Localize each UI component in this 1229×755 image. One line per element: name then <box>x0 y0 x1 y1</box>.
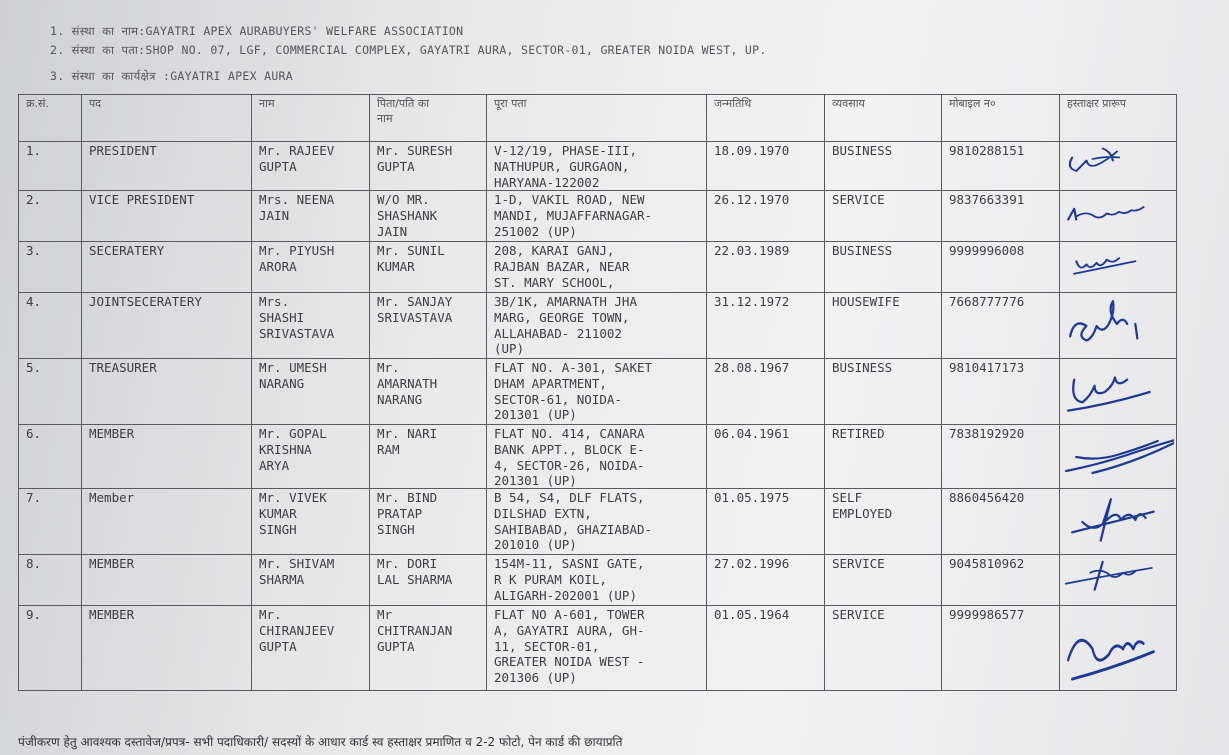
column-header: व्यवसाय <box>824 94 941 141</box>
signature-cell <box>1059 554 1177 605</box>
cell-father-husband: Mr. BIND PRATAP SINGH <box>369 488 486 554</box>
cell-occupation: RETIRED <box>824 424 941 488</box>
signature <box>1062 427 1174 487</box>
signature-cell <box>1059 488 1177 554</box>
column-header: जन्मतिथि <box>706 94 824 141</box>
cell-name: Mr. RAJEEV GUPTA <box>251 141 369 190</box>
cell-occupation: HOUSEWIFE <box>824 292 941 358</box>
signature <box>1062 244 1174 291</box>
cell-father-husband: Mr. SANJAY SRIVASTAVA <box>369 292 486 358</box>
cell-address: 1-D, VAKIL ROAD, NEW MANDI, MUJAFFARNAGAR- 251002 (UP) <box>486 190 706 241</box>
cell-father-husband: Mr CHITRANJAN GUPTA <box>369 605 486 691</box>
cell-dob: 22.03.1989 <box>706 241 824 292</box>
column-header: नाम <box>251 94 369 141</box>
cell-address: FLAT NO A-601, TOWER A, GAYATRI AURA, GH- 11, SECTOR-01, GREATER NOIDA WEST - 201306 (UP) <box>486 605 706 691</box>
cell-mobile: 9999996008 <box>941 241 1059 292</box>
footer-note: पंजीकरण हेतु आवश्यक दस्तावेज/प्रपत्र- सभी पदाधिकारी/ सदस्यों के आधार कार्ड स्व हस्ताक्षर प्रमाणित व 2-2 फोटो, पेन कार्ड की छायाप्रति <box>18 735 623 749</box>
cell-mobile: 9999986577 <box>941 605 1059 691</box>
cell-father-husband: Mr. SUNIL KUMAR <box>369 241 486 292</box>
signature-cell <box>1059 141 1177 190</box>
cell-occupation: SERVICE <box>824 190 941 241</box>
association-address-line: 2. संस्था का पता:SHOP NO. 07, LGF, COMMERCIAL COMPLEX, GAYATRI AURA, SECTOR-01, GREATER NOIDA WEST, UP. <box>50 43 767 57</box>
cell-name: Mr. GOPAL KRISHNA ARYA <box>251 424 369 488</box>
cell-occupation: BUSINESS <box>824 241 941 292</box>
cell-dob: 26.12.1970 <box>706 190 824 241</box>
cell-name: Mrs. NEENA JAIN <box>251 190 369 241</box>
cell-mobile: 9810288151 <box>941 141 1059 190</box>
cell-name: Mrs. SHASHI SRIVASTAVA <box>251 292 369 358</box>
cell-mobile: 9045810962 <box>941 554 1059 605</box>
column-header: पूरा पता <box>486 94 706 141</box>
signature-cell <box>1059 190 1177 241</box>
signature-cell <box>1059 358 1177 424</box>
cell-post: MEMBER <box>81 424 251 488</box>
signature-cell <box>1059 605 1177 691</box>
cell-name: Mr. PIYUSH ARORA <box>251 241 369 292</box>
signature <box>1062 557 1174 604</box>
cell-father-husband: Mr. AMARNATH NARANG <box>369 358 486 424</box>
cell-address: 154M-11, SASNI GATE, R K PURAM KOIL, ALIGARH-202001 (UP) <box>486 554 706 605</box>
cell-mobile: 7668777776 <box>941 292 1059 358</box>
cell-dob: 31.12.1972 <box>706 292 824 358</box>
cell-post: TREASURER <box>81 358 251 424</box>
cell-serial: 5. <box>18 358 81 424</box>
cell-occupation: BUSINESS <box>824 141 941 190</box>
cell-father-husband: Mr. NARI RAM <box>369 424 486 488</box>
signature <box>1062 295 1174 357</box>
office-bearers-table <box>18 94 1177 691</box>
cell-mobile: 9810417173 <box>941 358 1059 424</box>
cell-dob: 27.02.1996 <box>706 554 824 605</box>
cell-address: V-12/19, PHASE-III, NATHUPUR, GURGAON, HARYANA-122002 <box>486 141 706 190</box>
cell-serial: 9. <box>18 605 81 691</box>
cell-mobile: 7838192920 <box>941 424 1059 488</box>
signature <box>1062 144 1174 189</box>
cell-occupation: SERVICE <box>824 554 941 605</box>
signature <box>1062 608 1174 690</box>
cell-name: Mr. SHIVAM SHARMA <box>251 554 369 605</box>
cell-occupation: SERVICE <box>824 605 941 691</box>
cell-address: 3B/1K, AMARNATH JHA MARG, GEORGE TOWN, ALLAHABAD- 211002 (UP) <box>486 292 706 358</box>
cell-dob: 18.09.1970 <box>706 141 824 190</box>
cell-dob: 01.05.1964 <box>706 605 824 691</box>
cell-address: FLAT NO. 414, CANARA BANK APPT., BLOCK E- 4, SECTOR-26, NOIDA- 201301 (UP) <box>486 424 706 488</box>
cell-serial: 6. <box>18 424 81 488</box>
signature <box>1062 361 1174 423</box>
cell-mobile: 8860456420 <box>941 488 1059 554</box>
column-header: क्र.सं. <box>18 94 81 141</box>
cell-post: VICE PRESIDENT <box>81 190 251 241</box>
cell-occupation: SELF EMPLOYED <box>824 488 941 554</box>
cell-father-husband: W/O MR. SHASHANK JAIN <box>369 190 486 241</box>
cell-post: SECERATERY <box>81 241 251 292</box>
cell-mobile: 9837663391 <box>941 190 1059 241</box>
column-header: पद <box>81 94 251 141</box>
association-name-line: 1. संस्था का नाम:GAYATRI APEX AURABUYERS' WELFARE ASSOCIATION <box>50 24 464 38</box>
cell-father-husband: Mr. DORI LAL SHARMA <box>369 554 486 605</box>
cell-serial: 1. <box>18 141 81 190</box>
cell-serial: 2. <box>18 190 81 241</box>
cell-dob: 06.04.1961 <box>706 424 824 488</box>
cell-name: Mr. VIVEK KUMAR SINGH <box>251 488 369 554</box>
cell-address: B 54, S4, DLF FLATS, DILSHAD EXTN, SAHIBABAD, GHAZIABAD- 201010 (UP) <box>486 488 706 554</box>
signature-cell <box>1059 292 1177 358</box>
column-header: मोबाइल न० <box>941 94 1059 141</box>
association-area-line: 3. संस्था का कार्यक्षेत्र :GAYATRI APEX AURA <box>50 69 293 83</box>
cell-serial: 3. <box>18 241 81 292</box>
cell-serial: 7. <box>18 488 81 554</box>
cell-post: JOINTSECERATERY <box>81 292 251 358</box>
cell-dob: 01.05.1975 <box>706 488 824 554</box>
signature-cell <box>1059 241 1177 292</box>
column-header: हस्ताक्षर प्रारूप <box>1059 94 1177 141</box>
cell-address: 208, KARAI GANJ, RAJBAN BAZAR, NEAR ST. MARY SCHOOL, <box>486 241 706 292</box>
cell-serial: 4. <box>18 292 81 358</box>
column-header: पिता/पति का नाम <box>369 94 486 141</box>
cell-father-husband: Mr. SURESH GUPTA <box>369 141 486 190</box>
cell-post: Member <box>81 488 251 554</box>
cell-post: MEMBER <box>81 605 251 691</box>
cell-serial: 8. <box>18 554 81 605</box>
cell-post: PRESIDENT <box>81 141 251 190</box>
cell-name: Mr. CHIRANJEEV GUPTA <box>251 605 369 691</box>
signature <box>1062 193 1174 240</box>
cell-address: FLAT NO. A-301, SAKET DHAM APARTMENT, SECTOR-61, NOIDA- 201301 (UP) <box>486 358 706 424</box>
signature <box>1062 491 1174 553</box>
signature-cell <box>1059 424 1177 488</box>
cell-name: Mr. UMESH NARANG <box>251 358 369 424</box>
cell-post: MEMBER <box>81 554 251 605</box>
cell-occupation: BUSINESS <box>824 358 941 424</box>
cell-dob: 28.08.1967 <box>706 358 824 424</box>
